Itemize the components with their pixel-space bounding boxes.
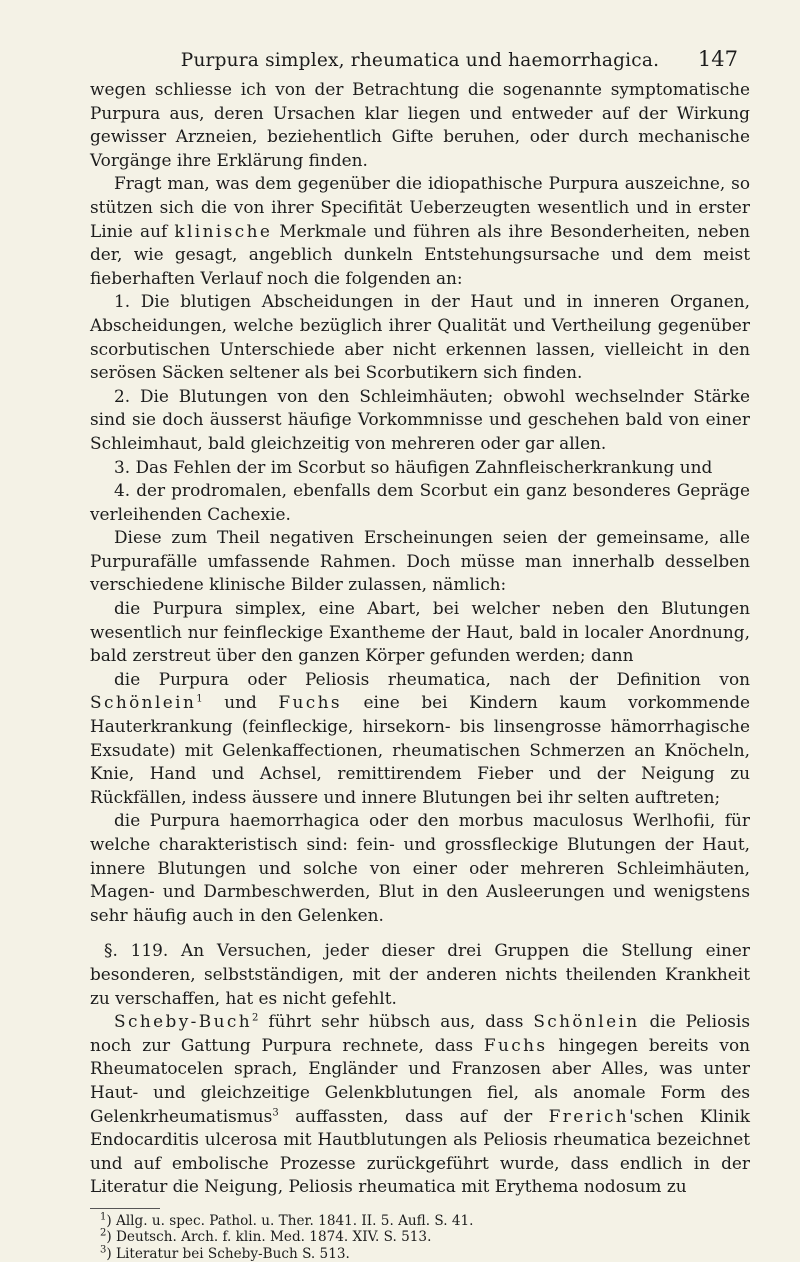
author-name: Fuchs [483,1034,548,1055]
paragraph: Scheby-Buch$^2$ führt sehr hübsch aus, dass Schönlein die Peliosis noch zur Gattung Purpura rechnete, dass Fuchs hingegen bereits von Rheumatocelen sprach, Engländer und Franzosen aber Alles, was unter Haut- und gleichzeitige Gelenkblutungen fiel, als anomale Form des Gelenkrheumatismus$^3$ auffassten, dass auf der Frerich'schen Klinik Endocarditis ulcerosa mit Hautblutungen als Peliosis rheumatica bezeichnet und auf embolische Prozesse zurückgeführt wurde, dass endlich in der Literatur die Neigung, Peliosis rheumatica mit Erythema nodosum zu [90,1011,750,1197]
author-name: Scheby-Buch [114,1011,252,1032]
footnote: $^1$) Allg. u. spec. Pathol. u. Ther. 1841. II. 5. Aufl. S. 41. [100,1211,474,1229]
author-name: Frerich [548,1105,630,1126]
emphasis-text: klinische [174,220,273,241]
footnote: $^3$) Literatur bei Scheby-Buch S. 513. [100,1244,350,1262]
section-paragraph: §. 119. An Versuchen, jeder dieser drei Gruppen die Stellung einer besonderen, selbstständigen, mit der anderen nichts theilenden Krankheit zu verschaffen, hat es nicht gefehlt. [90,940,750,1008]
numbered-item: 3. Das Fehlen der im Scorbut so häufigen Zahnfleischerkrankung und [114,456,713,477]
paragraph: wegen schliesse ich von der Betrachtung die sogenannte symptomatische Purpura aus, deren Ursachen klar liegen und entweder auf der Wirkung gewisser Arzneien, beziehentlich Gifte beruhen, oder durch mechanische Vorgänge ihre Erklärung finden. [90,79,750,170]
footnotes [90,1213,750,1262]
footnote-mark: 3 [100,1244,107,1256]
numbered-item: 4. der prodromalen, ebenfalls dem Scorbut ein ganz besonderes Gepräge verleihenden Cachexie. [90,480,750,524]
author-name: Schönlein [533,1011,640,1032]
footnote-ref: 2 [252,1012,259,1024]
footnote: $^2$) Deutsch. Arch. f. klin. Med. 1874. XIV. S. 513. [100,1227,432,1246]
numbered-item: 1. Die blutigen Abscheidungen in der Haut und in inneren Organen, Abscheidungen, welche bezüglich ihrer Qualität und Vertheilung gegenüber scorbutischen Unterschiede aber nicht erkennen lassen, vielleicht in den serösen Säcken seltener als bei Scorbutikern sich finden. [90,291,750,383]
list-item: die Purpura simplex, eine Abart, bei welcher neben den Blutungen wesentlich nur feinfleckige Exantheme der Haut, bald in localer Anordnung, bald zerstreut über den ganzen Körper gefunden werden; dann [90,598,750,666]
paragraph: Diese zum Theil negativen Erscheinungen seien der gemeinsame, alle Purpurafälle umfassende Rahmen. Doch müsse man innerhalb desselben verschiedene klinische Bilder zulassen, nämlich: [90,527,750,595]
running-head [90,47,750,80]
list-item: die Purpura oder Peliosis rheumatica, nach der Definition von Schönlein$^1$ und Fuchs eine bei Kindern kaum vorkommende Hauterkrankung (feinfleckige, hirsekorn- bis linsengrosse hämorrhagische Exsudate) mit Gelenkaffectionen, rheumatischen Schmerzen an Knöcheln, Knie, Hand und Achsel, remittirendem Fieber und der Neigung zu Rückfällen, indess äussere und innere Blutungen bei ihr selten auftreten; [90,668,750,807]
body-text [90,78,750,1199]
footnote-ref: 1 [196,693,203,705]
footnote-mark: 2 [100,1227,107,1239]
list-item: die Purpura haemorrhagica oder den morbus maculosus Werlhofii, für welche charakteristisch sind: fein- und grossfleckige Blutungen der Haut, innere Blutungen und solche von einer oder mehreren Schleimhäuten, Magen- und Darmbeschwerden, Blut in den Ausleerungen und wenigstens sehr häufig auch in den Gelenken. [90,810,750,925]
running-title: Purpura simplex, rheumatica und haemorrhagica. [180,50,660,71]
footnote-mark: 1 [100,1211,107,1223]
paragraph: Fragt man, was dem gegenüber die idiopathische Purpura auszeichne, so stützen sich die von ihrer Specifität Ueberzeugten wesentlich und in erster Linie auf klinische Merkmale und führen als ihre Besonderheiten, neben der, wie gesagt, angeblich dunkeln Entstehungsursache und dem meist fieberhaften Verlauf noch die folgenden an: [90,173,750,288]
page-number: 147 [697,47,738,71]
author-name: Schönlein [90,692,197,713]
author-name: Fuchs [278,692,342,713]
numbered-item: 2. Die Blutungen von den Schleimhäuten; obwohl wechselnder Stärke sind sie doch äusserst häufige Vorkommnisse und geschehen bald von einer Schleimhaut, bald gleichzeitig von mehreren oder gar allen. [90,385,750,453]
footnote-ref: 3 [272,1106,279,1118]
footnote-divider [90,1208,160,1209]
